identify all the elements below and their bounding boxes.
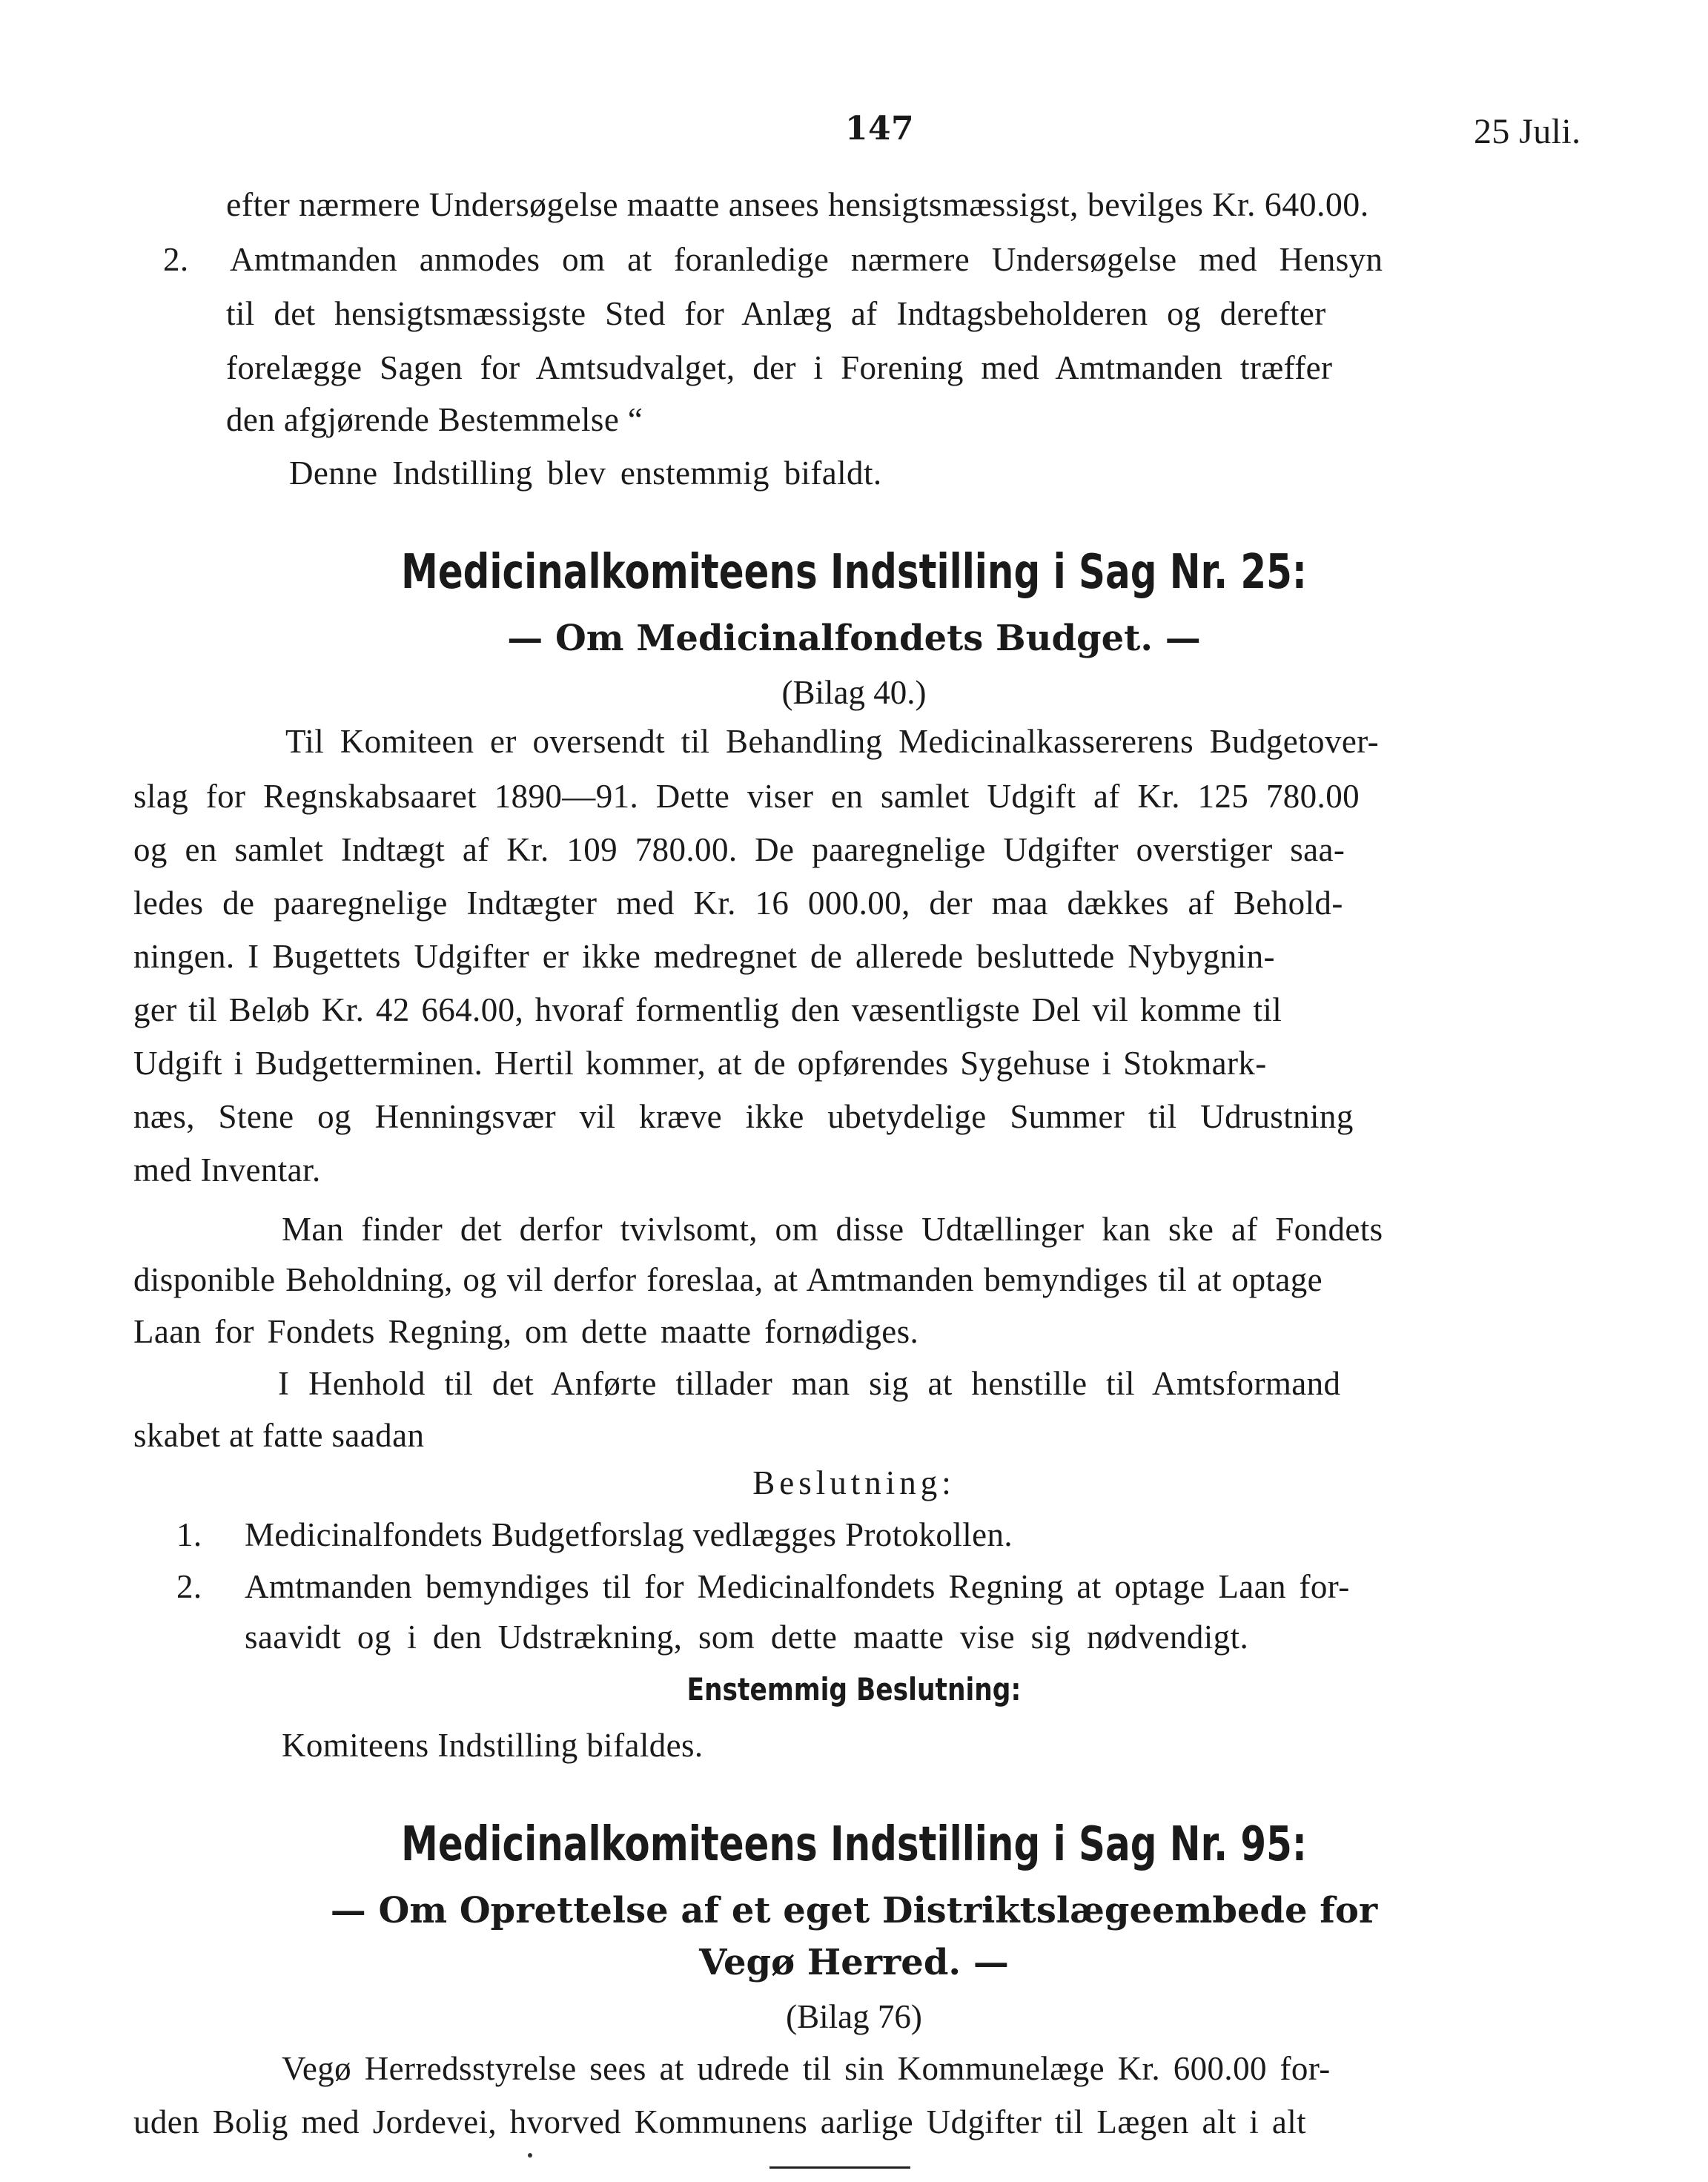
text-line: I Henhold til det Anførte tillader man sig at henstille til Amtsformand: [278, 1365, 1341, 1402]
text-line: næs, Stene og Henningsvær vil kræve ikke ubetydelige Summer til Udrustning: [133, 1098, 1354, 1135]
section-heading: Medicinalkomiteens Indstilling i Sag Nr. 95:: [401, 1817, 1307, 1872]
text-line: ningen. I Bugettets Udgifter er ikke medregnet de allerede besluttede Nybygnin-: [133, 938, 1275, 975]
item-number: 2.: [163, 241, 189, 278]
page-number: 147: [845, 110, 915, 148]
text-line: ledes de paaregnelige Indtægter med Kr. 16 000.00, der maa dækkes af Behold-: [133, 885, 1343, 922]
item-text: Amtmanden bemyndiges til for Medicinalfondets Regning at optage Laan for-: [245, 1568, 1350, 1605]
text-line: Man finder det derfor tvivlsomt, om disse Udtællinger kan ske af Fondets: [282, 1211, 1383, 1248]
beslutning-label: Beslutning:: [752, 1464, 956, 1501]
section-heading: Medicinalkomiteens Indstilling i Sag Nr. 25:: [401, 545, 1307, 600]
text-line: forelægge Sagen for Amtsudvalget, der i Forening med Amtmanden træffer: [226, 349, 1333, 386]
text-line: og en samlet Indtægt af Kr. 109 780.00. De paaregnelige Udgifter overstiger saa-: [133, 831, 1345, 868]
header-date: 25 Juli.: [1474, 112, 1581, 151]
speck: [528, 2153, 532, 2158]
enstemmig-label: [0, 1667, 1708, 1712]
text-line: Komiteens Indstilling bifaldes.: [282, 1727, 704, 1764]
text-line: efter nærmere Undersøgelse maatte ansees hensigtsmæssigst, bevilges Kr. 640.00.: [226, 185, 1369, 223]
item-number: 2.: [176, 1568, 202, 1605]
text-line: Denne Indstilling blev enstemmig bifaldt.: [289, 454, 882, 492]
section-subheading: — Om Oprettelse af et eget Distriktslægeembede for: [330, 1890, 1378, 1931]
enstemmig-text: Enstemmig Beslutning:: [686, 1671, 1022, 1707]
section-subheading: — Om Medicinalfondets Budget. —: [507, 618, 1201, 659]
text-line: med Inventar.: [133, 1151, 321, 1188]
item-text: Medicinalfondets Budgetforslag vedlægges Protokollen.: [245, 1516, 1013, 1553]
text-line: disponible Beholdning, og vil derfor foreslaa, at Amtmanden bemyndiges til at optage: [133, 1261, 1323, 1298]
bilag-reference: (Bilag 40.): [781, 674, 927, 711]
text-line: ger til Beløb Kr. 42 664.00, hvoraf formentlig den væsentligste Del vil komme til: [133, 991, 1282, 1028]
text-line: uden Bolig med Jordevei, hvorved Kommunens aarlige Udgifter til Lægen alt i alt: [133, 2103, 1307, 2140]
footer-rule: [769, 2166, 910, 2169]
text-line: Til Komiteen er oversendt til Behandling Medicinalkassererens Budgetover-: [285, 723, 1380, 760]
item-text-continued: saavidt og i den Udstrækning, som dette maatte vise sig nødvendigt.: [245, 1619, 1249, 1656]
text-line: slag for Regnskabsaaret 1890—91. Dette viser en samlet Udgift af Kr. 125 780.00: [133, 778, 1360, 815]
text-line: Vegø Herredsstyrelse sees at udrede til sin Kommunelæge Kr. 600.00 for-: [282, 2050, 1331, 2087]
bilag-reference: (Bilag 76): [786, 1998, 922, 2035]
text-line: Udgift i Budgetterminen. Hertil kommer, at de opførendes Sygehuse i Stokmark-: [133, 1045, 1267, 1082]
text-line: til det hensigtsmæssigste Sted for Anlæg af Indtagsbeholderen og derefter: [226, 295, 1326, 332]
section-subheading: Vegø Herred. —: [699, 1942, 1009, 1983]
text-line: Laan for Fondets Regning, om dette maatte fornødiges.: [133, 1313, 919, 1350]
item-number: 1.: [176, 1516, 202, 1553]
text-line: Amtmanden anmodes om at foranledige nærmere Undersøgelse med Hensyn: [230, 241, 1383, 278]
text-line: skabet at fatte saadan: [133, 1417, 425, 1454]
text-line: den afgjørende Bestemmelse “: [226, 401, 643, 438]
